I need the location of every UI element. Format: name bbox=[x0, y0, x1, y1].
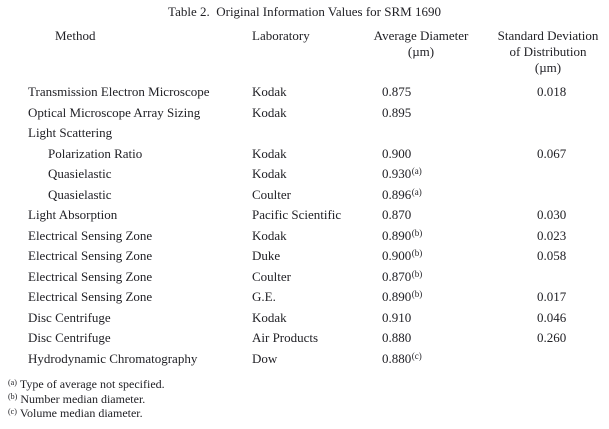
footnote-marker: (a) bbox=[411, 166, 422, 176]
std-dev-cell: 0.018 bbox=[537, 84, 567, 99]
footnote-marker: (a) bbox=[411, 186, 422, 197]
avg-diameter-cell: 0.875 bbox=[382, 84, 412, 99]
method-cell: Quasielastic bbox=[48, 186, 112, 202]
avg-diameter-cell: 0.895 bbox=[382, 104, 412, 120]
col-header-average-diameter bbox=[361, 28, 481, 60]
laboratory-cell: Kodak bbox=[252, 84, 287, 99]
table-body bbox=[0, 82, 609, 369]
avg-diameter-cell: 0.900 bbox=[382, 145, 412, 161]
method-cell: Electrical Sensing Zone bbox=[28, 289, 153, 304]
table-row bbox=[0, 246, 609, 267]
footnote-text: Number median diameter. bbox=[20, 391, 146, 406]
table-title: Table 2. Original Information Values for SRM 1690 bbox=[168, 4, 441, 19]
col-header-method: Method bbox=[55, 28, 96, 43]
method-cell: Transmission Electron Microscope bbox=[28, 84, 210, 99]
avg-diameter-cell: 0.870 bbox=[382, 207, 412, 222]
footnotes bbox=[8, 377, 165, 421]
avg-diameter-cell: 0.870$^{(b)}$ bbox=[382, 268, 423, 284]
avg-diameter-cell: 0.890$^{(b)}$ bbox=[382, 289, 423, 304]
avg-diameter-cell: 0.880$^{(c)}$ bbox=[382, 350, 422, 366]
col-header-average-diameter-line1: Average Diameter bbox=[373, 28, 469, 43]
table-row bbox=[0, 287, 609, 308]
std-dev-cell: 0.017 bbox=[537, 289, 567, 304]
table-row bbox=[0, 164, 609, 185]
laboratory-cell: Kodak bbox=[252, 227, 287, 243]
table-row bbox=[0, 144, 609, 165]
std-dev-cell: 0.067 bbox=[537, 145, 567, 161]
method-cell: Quasielastic bbox=[48, 166, 112, 181]
avg-diameter-cell: 0.890$^{(b)}$ bbox=[382, 227, 423, 243]
laboratory-cell: Dow bbox=[252, 350, 278, 366]
table-row bbox=[0, 82, 609, 103]
laboratory-cell: G.E. bbox=[252, 289, 276, 304]
col-header-standard-deviation-line1: Standard Deviation bbox=[497, 28, 599, 43]
footnote bbox=[8, 377, 165, 392]
table-row bbox=[0, 308, 609, 329]
std-dev-cell: 0.046 bbox=[537, 309, 567, 325]
table-row bbox=[0, 185, 609, 206]
laboratory-cell: Kodak bbox=[252, 104, 287, 120]
footnote-text: Type of average not specified. bbox=[19, 377, 165, 391]
std-dev-cell: 0.058 bbox=[537, 248, 567, 263]
table-row bbox=[0, 267, 609, 288]
method-cell: Electrical Sensing Zone bbox=[28, 248, 153, 263]
table-row bbox=[0, 328, 609, 349]
laboratory-cell: Air Products bbox=[252, 330, 319, 345]
col-header-standard-deviation-unit: (µm) bbox=[534, 60, 562, 75]
std-dev-cell: 0.260 bbox=[537, 330, 567, 345]
footnote-marker: (b) bbox=[411, 289, 423, 299]
method-cell: Light Scattering bbox=[28, 125, 113, 140]
footnote-marker: (b) bbox=[411, 248, 423, 258]
laboratory-cell: Pacific Scientific bbox=[252, 207, 342, 222]
method-cell: Polarization Ratio bbox=[48, 145, 143, 161]
col-header-laboratory: Laboratory bbox=[252, 28, 310, 43]
method-cell: Disc Centrifuge bbox=[28, 309, 111, 325]
table-row bbox=[0, 226, 609, 247]
table-row bbox=[0, 103, 609, 124]
avg-diameter-cell: 0.930$^{(a)}$ bbox=[382, 166, 422, 181]
table-row bbox=[0, 349, 609, 370]
std-dev-cell: 0.023 bbox=[537, 227, 567, 243]
laboratory-cell: Duke bbox=[252, 248, 281, 263]
method-cell: Electrical Sensing Zone bbox=[28, 227, 153, 243]
table-row bbox=[0, 123, 609, 144]
footnote-marker: (c) bbox=[8, 406, 17, 416]
footnote-marker: (b) bbox=[411, 227, 423, 238]
col-header-average-diameter-unit: (µm) bbox=[407, 44, 435, 59]
method-cell: Hydrodynamic Chromatography bbox=[28, 350, 198, 366]
avg-diameter-cell: 0.896$^{(a)}$ bbox=[382, 186, 422, 202]
method-cell: Light Absorption bbox=[28, 207, 118, 222]
laboratory-cell: Coulter bbox=[252, 186, 291, 202]
laboratory-cell: Kodak bbox=[252, 145, 287, 161]
std-dev-cell: 0.030 bbox=[537, 207, 567, 222]
laboratory-cell: Kodak bbox=[252, 166, 287, 181]
avg-diameter-cell: 0.880 bbox=[382, 330, 412, 345]
table-row bbox=[0, 205, 609, 226]
laboratory-cell: Coulter bbox=[252, 268, 291, 284]
laboratory-cell: Kodak bbox=[252, 309, 287, 325]
footnote bbox=[8, 406, 165, 421]
footnote-marker: (b) bbox=[8, 392, 18, 401]
col-header-standard-deviation-line2: of Distribution bbox=[509, 44, 587, 59]
footnote bbox=[8, 392, 165, 407]
method-cell: Disc Centrifuge bbox=[28, 330, 111, 345]
method-cell: Optical Microscope Array Sizing bbox=[28, 104, 201, 120]
method-cell: Electrical Sensing Zone bbox=[28, 268, 153, 284]
col-header-standard-deviation bbox=[488, 28, 608, 76]
avg-diameter-cell bbox=[382, 123, 383, 144]
avg-diameter-cell: 0.910 bbox=[382, 309, 412, 325]
footnote-marker: (a) bbox=[8, 377, 17, 387]
footnote-marker: (b) bbox=[411, 268, 423, 279]
footnote-marker: (c) bbox=[411, 350, 422, 361]
footnote-text: Volume median diameter. bbox=[19, 406, 143, 420]
avg-diameter-cell: 0.900$^{(b)}$ bbox=[382, 248, 423, 263]
